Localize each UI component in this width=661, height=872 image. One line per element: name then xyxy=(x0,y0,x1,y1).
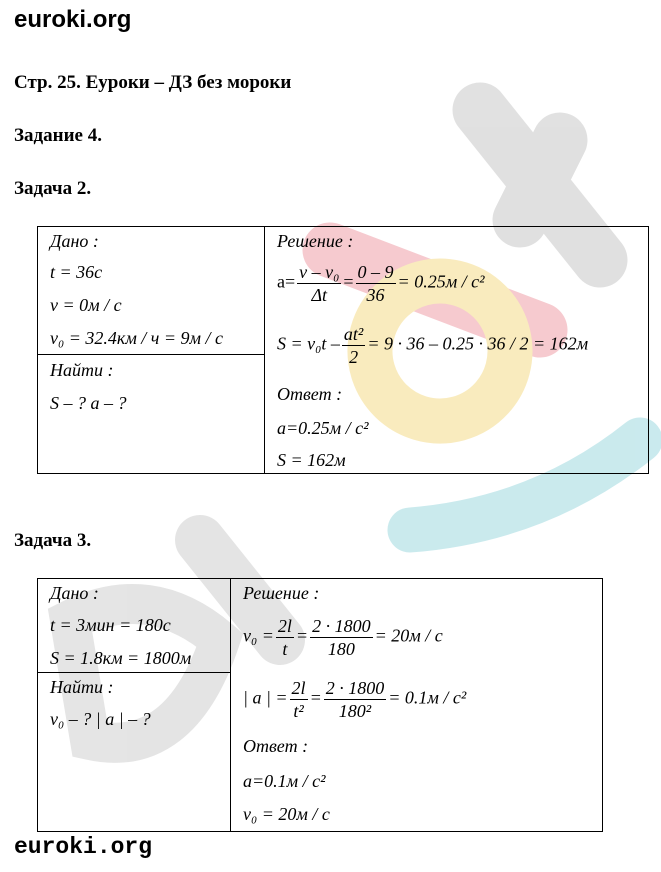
given-line: v₀ = 32.4км / ч = 9м / c xyxy=(50,328,224,348)
problem-2-title: Задача 2. xyxy=(14,178,92,199)
problem-3-table xyxy=(37,578,603,832)
find-text: v₀ – ? | a | – ? xyxy=(50,709,151,729)
page-title: Стр. 25. Еуроки – ДЗ без мороки xyxy=(14,72,292,93)
problem-2-table xyxy=(37,226,649,474)
answer-label: Ответ : xyxy=(243,736,309,756)
solution-label: Решение : xyxy=(277,231,354,251)
find-text: S – ? a – ? xyxy=(50,393,127,413)
given-label: Дано : xyxy=(50,583,99,603)
task-title: Задание 4. xyxy=(14,125,102,146)
given-line: S = 1.8км = 1800м xyxy=(50,648,192,668)
problem-3-title: Задача 3. xyxy=(14,530,92,551)
find-label: Найти : xyxy=(50,677,114,697)
formula-acceleration: | a | = $\frac{2l}{\text{t²}}$ = $\frac{2 \cdot 1800}{\text{180²}}$ = 0.1м / c² xyxy=(243,678,467,721)
answer-line: v₀ = 20м / c xyxy=(243,804,330,824)
given-line: t = 3мин = 180c xyxy=(50,615,171,635)
find-label: Найти : xyxy=(50,360,114,380)
given-line: v = 0м / c xyxy=(50,295,122,315)
answer-line: a=0.25м / c² xyxy=(277,418,369,438)
formula-velocity: v₀ = $\frac{2l}{t}$ = $\frac{2 \cdot 1800}{180}$ = 20м / c xyxy=(243,616,443,659)
site-footer-logo: euroki.org xyxy=(14,834,153,860)
given-line: t = 36c xyxy=(50,262,103,282)
site-logo: euroki.org xyxy=(14,6,132,33)
answer-label: Ответ : xyxy=(277,384,343,404)
formula-acceleration: a= $\frac{\text{v – v₀}}{\Delta t}$ = $\frac{0 - 9}{36}$ = 0.25м / c² xyxy=(277,262,485,305)
answer-line: a=0.1м / c² xyxy=(243,771,326,791)
given-label: Дано : xyxy=(50,231,99,251)
solution-label: Решение : xyxy=(243,583,320,603)
formula-distance: S = v₀t – $\frac{\text{at²}}{2}$ = 9 · 36 – 0.25 · 36 / 2 = 162м xyxy=(277,324,589,367)
answer-line: S = 162м xyxy=(277,450,346,470)
